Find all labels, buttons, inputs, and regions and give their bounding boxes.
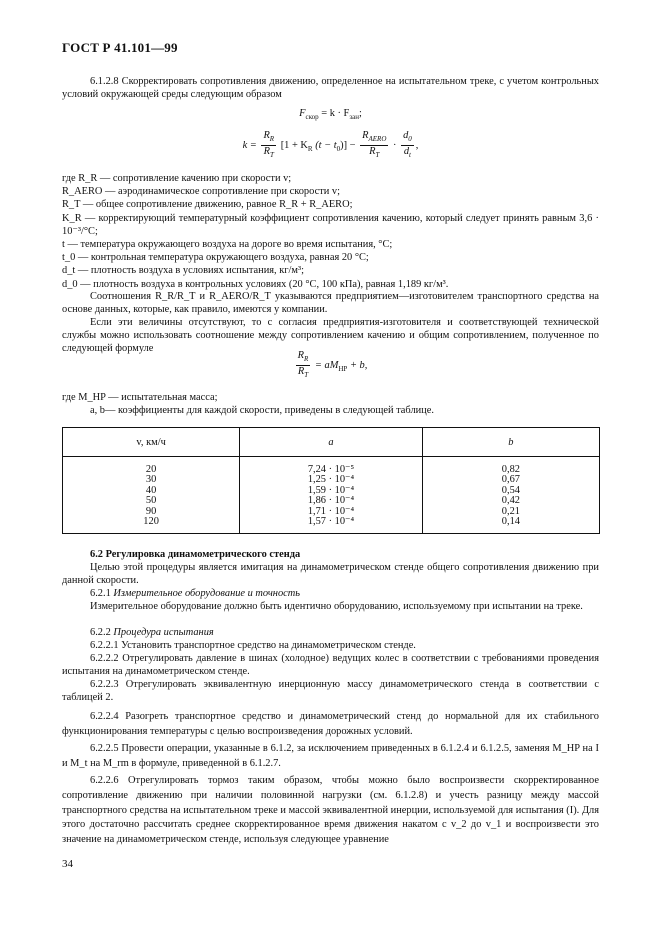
f2-num1: R [263, 130, 270, 141]
f2-bracket: [1 + K [280, 139, 308, 151]
cell-v: 90 [145, 505, 157, 517]
formula-k [62, 130, 599, 161]
section-6-2-2-5: 6.2.2.5 Провести операции, указанные в 6.1.2, за исключением приведенных в 6.1.2.4 и 6.1.2.5, заменяя M_HP на I и M_t на M_rm в формуле, приведенной в 6.1.2.7. [62, 743, 599, 769]
f3-rhs: = aM [314, 359, 339, 371]
cell-v: 20 [145, 464, 157, 475]
fraction-d0-dt [401, 130, 414, 161]
paragraph-ratios: Соотношения R_R/R_T и R_AERO/R_T указываются предприятием—изготовителем транспортного средства на основе данных, которые, как правило, имеются у компании. [62, 291, 599, 316]
section-6-2-2-2: 6.2.2.2 Отрегулировать давление в шинах (холодное) ведущих колес в соответствии с требованиями проведения испытания на динамометрическом стенде. [62, 653, 599, 678]
f2-bracket-end-sub: 0 [336, 145, 341, 154]
def-rr: где R_R — сопротивление качению при скорости v; [62, 173, 292, 184]
f2-den2: R [369, 146, 376, 158]
def-t0: t_0 — контрольная температура окружающего воздуха, равная 20 °C; [62, 252, 369, 264]
cell-b: 0,21 [501, 505, 520, 517]
def-ab: a, b— коэффициенты для каждой скорости, приведены в следующей таблице. [90, 405, 434, 417]
table-header-row [63, 428, 600, 457]
cell-a: 1,25 · 10⁻⁴ [307, 474, 355, 486]
col-b-values [422, 457, 599, 534]
f3-rhs-end: + b, [349, 359, 368, 371]
document-header: ГОСТ Р 41.101—99 [62, 40, 178, 55]
s622-number: 6.2.2 [90, 627, 111, 638]
f2-den3: d [403, 146, 410, 158]
section-6-2-2-3: 6.2.2.3 Отрегулировать эквивалентную инерционную массу динамометрического стенда в соответствии с таблицей 2. [62, 679, 599, 704]
section-6-2-2-6: 6.2.2.6 Отрегулировать тормоз таким образом, чтобы можно было воспроизвести скорректированное сопротивление движению при наличии половинной нагрузки (см. 6.1.2.8) и учесть разницу между массой транспортного средства на испытательном треке и массой эквивалентной инерции, используемой для испытания (I). Для этого достаточно рассчитать среднее скорректированное время движения накатом с v_2 до v_1 и воспроизвести это значение на динамометрическом стенде, используя следующее уравнение [62, 775, 599, 846]
col-a-values [240, 457, 423, 534]
f3-rhs-sub: HP [338, 365, 348, 374]
f2-num1-sub: R [269, 135, 275, 144]
col-header-b: b [422, 428, 599, 457]
formula1-rhs-sub: зан [349, 113, 359, 122]
f3-num-sub: R [304, 355, 309, 364]
def-t: t — температура окружающего воздуха на дороге во время испытания, °C; [62, 239, 393, 251]
cell-v: 30 [145, 474, 157, 486]
cell-b: 0,54 [501, 484, 520, 496]
s621-title: Измерительное оборудование и точность [113, 588, 300, 599]
f2-bracket-end: (t − t [315, 139, 337, 151]
fraction-rr-rt-2 [296, 350, 311, 381]
def-raero: R_AERO — аэродинамическое сопротивление при скорости v; [62, 186, 340, 198]
formula1-lhs-sub: скор [305, 113, 319, 122]
cell-a: 1,86 · 10⁻⁴ [307, 495, 355, 507]
f2-den1-sub: T [269, 151, 274, 160]
cell-v: 40 [145, 484, 157, 496]
formula-ratio [62, 350, 599, 381]
section-6-2-1-paragraph: Измерительное оборудование должно быть идентично оборудованию, используемому при испытании на треке. [90, 601, 583, 612]
def-kr: K_R — корректирующий температурный коэффициент сопротивления качению, который следует принять равным 3,6 · 10⁻³/°C; [62, 212, 599, 237]
cell-v: 50 [145, 495, 157, 507]
s622-title: Процедура испытания [113, 627, 214, 638]
f2-bracket-sub: R [307, 145, 313, 154]
f2-end: , [415, 139, 419, 151]
section-6-2-title: 6.2 Регулировка динамометрического стенда [90, 549, 301, 560]
definition-list [62, 172, 599, 291]
fraction-raero-rt [360, 130, 388, 161]
table-row [63, 457, 600, 534]
f2-num3: d [403, 130, 409, 141]
f2-num2: R [362, 130, 369, 141]
f2-den3-sub: t [409, 151, 411, 160]
cell-a: 7,24 · 10⁻⁵ [307, 464, 355, 475]
formula2-k: k = [242, 139, 257, 151]
def-d0: d_0 — плотность воздуха в контрольных условиях (20 °C, 100 кПа), равная 1,189 кг/м³. [62, 278, 449, 290]
page-number: 34 [62, 858, 73, 870]
col-header-a: a [240, 428, 423, 457]
cell-b: 0,42 [501, 495, 520, 507]
definition-list-2 [62, 391, 599, 417]
col-header-v: v, км/ч [63, 428, 240, 457]
formula1-rhs: = k · F [321, 108, 350, 119]
def-dt: d_t — плотность воздуха в условиях испытания, кг/м³; [62, 265, 305, 277]
paragraph-absent: Если эти величины отсутствуют, то с согласия предприятия-изготовителя и соответствующей технической службы можно использовать соотношение между сопротивлением качению и общим сопротивлением, полученное по следующей формуле [62, 317, 599, 355]
f2-num2-sub: AERO [368, 135, 387, 144]
f2-bracket-close: )] − [340, 139, 356, 151]
cell-a: 1,59 · 10⁻⁴ [307, 484, 355, 496]
section-6-2-paragraph: Целью этой процедуры является имитация на динамометрическом стенде общего сопротивления движению при данной скорости. [62, 562, 599, 587]
section-6-2-2-heading [62, 626, 599, 639]
coefficient-table [62, 427, 600, 534]
formula1-lhs: F [299, 108, 306, 119]
section-6-2-2-1: 6.2.2.1 Установить транспортное средство на динамометрическом стенде. [90, 640, 416, 651]
f3-den-sub: T [304, 371, 309, 380]
section-6-2-2-4: 6.2.2.4 Разогреть транспортное средство и динамометрический стенд до нормальной для их стабильного функционирования температуры с целью воспроизведения дорожных условий. [62, 711, 599, 737]
def-rt: R_T — общее сопротивление движению, равное R_R + R_AERO; [62, 199, 353, 211]
cell-b: 0,82 [501, 464, 520, 475]
s621-number: 6.2.1 [90, 588, 111, 599]
cell-b: 0,14 [501, 516, 520, 528]
f2-num3-sub: 0 [408, 135, 412, 144]
cell-a: 1,57 · 10⁻⁴ [307, 516, 355, 528]
f2-den2-sub: T [375, 151, 380, 160]
fraction-rr-rt [261, 130, 276, 161]
f2-den1: R [263, 146, 270, 158]
f2-dot: · [393, 139, 397, 151]
col-v-values [63, 457, 240, 534]
cell-a: 1,71 · 10⁻⁴ [307, 505, 355, 517]
paragraph-6128: 6.1.2.8 Скорректировать сопротивления движению, определенное на испытательном треке, с учетом контрольных условий окружающей среды следующим образом [62, 76, 599, 101]
f3-num: R [297, 350, 305, 361]
formula-f-corrected [62, 108, 599, 121]
cell-b: 0,67 [501, 474, 520, 486]
cell-v: 120 [143, 516, 159, 528]
section-6-2-1-heading [62, 587, 599, 600]
formula1-end: ; [358, 108, 362, 119]
def-mhp: где M_HP — испытательная масса; [62, 392, 218, 403]
f3-den: R [297, 366, 305, 378]
